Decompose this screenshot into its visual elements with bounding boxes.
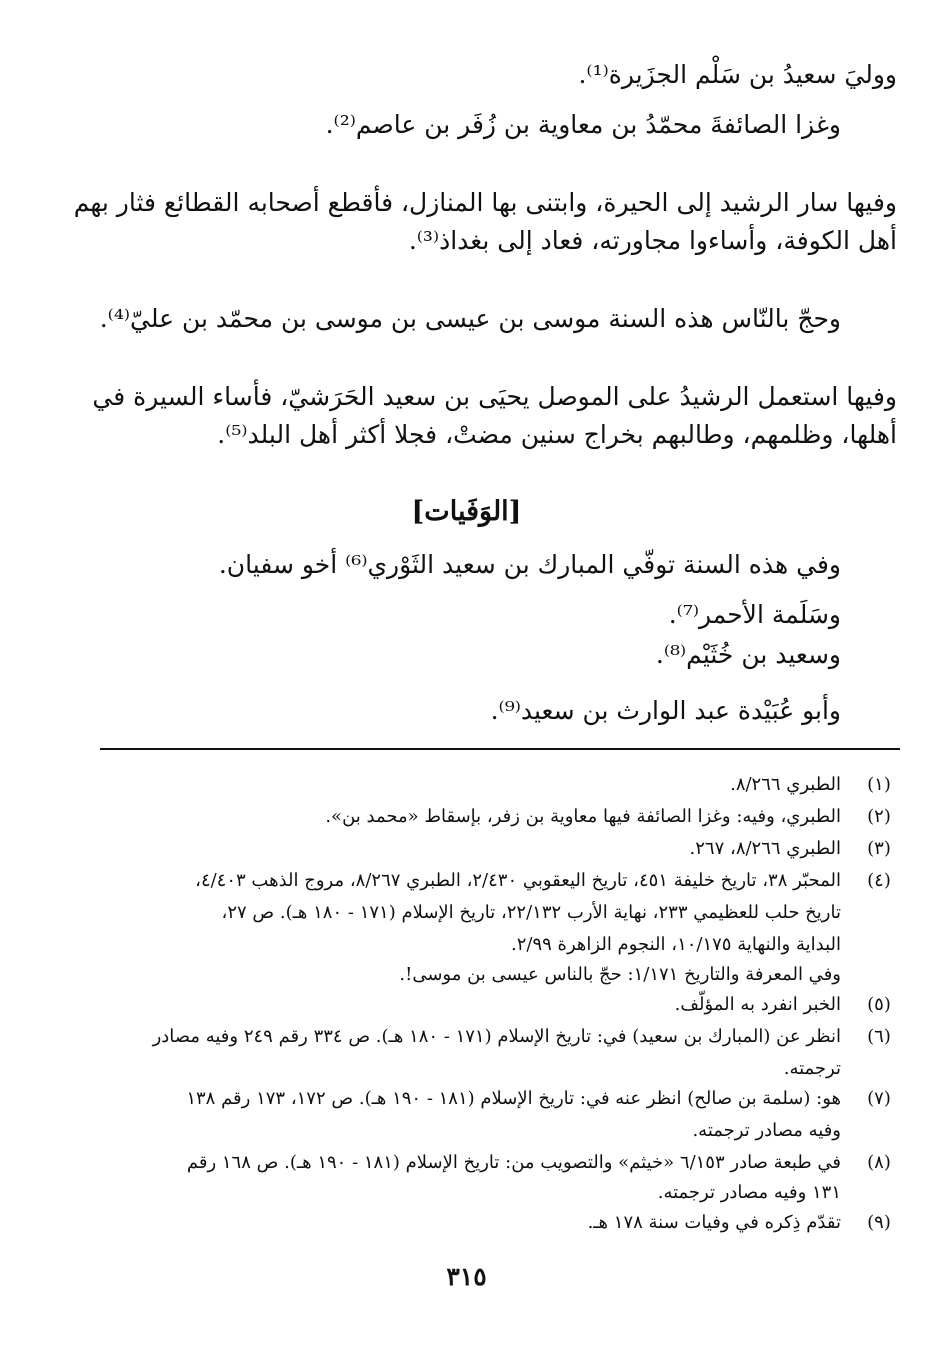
body-line: وفيها سار الرشيد إلى الحيرة، وابتنى بها المنازل، فأقطع أصحابه القطائع فثار بهم: [73, 188, 897, 217]
footnote-text: في طبعة صادر ٦/١٥٣ «خيثم» والتصويب من: تاريخ الإسلام (١٨١ - ١٩٠ هـ). ص ١٦٨ رقم: [186, 1152, 841, 1173]
footnote-text: الطبري ٨/٢٦٦، ٢٦٧.: [689, 838, 841, 859]
body-line: وسعيد بن خُثَيْم⁽⁸⁾.: [655, 640, 841, 669]
footnote-number: (٤): [867, 870, 891, 891]
footnote: [100, 866, 897, 895]
body-line: ووليَ سعيدُ بن سَلْم الجزَيرة⁽¹⁾.: [578, 60, 897, 89]
footnote-continuation: [100, 898, 897, 927]
footnote-continuation: [100, 1178, 897, 1207]
body-line: وغزا الصائفةَ محمّدُ بن معاوية بن زُفَر بن عاصم⁽²⁾.: [325, 110, 841, 139]
footnote-text: ١٣١ وفيه مصادر ترجمته.: [657, 1182, 841, 1203]
footnote-number: (٩): [867, 1212, 891, 1233]
body-line: وأبو عُبَيْدة عبد الوارث بن سعيد⁽⁹⁾.: [490, 696, 841, 725]
footnote: [100, 1148, 897, 1177]
footnote-text: وفيه مصادر ترجمته.: [692, 1120, 841, 1141]
footnote-text: تقدّم ذِكره في وفيات سنة ١٧٨ هـ.: [587, 1212, 841, 1233]
footnote: [100, 802, 897, 831]
footnote-text: الطبري ٨/٢٦٦.: [730, 774, 841, 795]
body-line: أهلها، وظلمهم، وطالبهم بخراج سنين مضتْ، فجلا أكثر أهل البلد⁽⁵⁾.: [217, 420, 897, 449]
footnote-continuation: [100, 1116, 897, 1145]
footnote-divider: [100, 748, 900, 750]
footnote: [100, 1022, 897, 1051]
footnote: [100, 990, 897, 1019]
footnote-text: وفي المعرفة والتاريخ ١/١٧١: حجّ بالناس عيسى بن موسى!.: [399, 964, 841, 985]
footnote: [100, 1208, 897, 1237]
footnote-number: (٦): [867, 1026, 891, 1047]
footnote-number: (٧): [867, 1088, 891, 1109]
footnote-number: (١): [867, 774, 891, 795]
footnote-text: هو: (سلمة بن صالح) انظر عنه في: تاريخ الإسلام (١٨١ - ١٩٠ هـ). ص ١٧٢، ١٧٣ رقم ١٣٨: [186, 1088, 841, 1109]
body-line: أهل الكوفة، وأساءوا مجاورته، فعاد إلى بغداذ⁽³⁾.: [408, 226, 897, 255]
footnote-text: البداية والنهاية ١٠/١٧٥، النجوم الزاهرة ٢/٩٩.: [511, 934, 841, 955]
footnote: [100, 834, 897, 863]
footnote-continuation: [100, 960, 897, 989]
footnote-continuation: [100, 930, 897, 959]
footnote-number: (٣): [867, 838, 891, 859]
body-line: وحجّ بالنّاس هذه السنة موسى بن عيسى بن موسى بن محمّد بن عليّ⁽⁴⁾.: [99, 304, 841, 333]
footnote: [100, 1084, 897, 1113]
section-heading: [الوَفَيات]: [411, 496, 522, 527]
page-number: ٣١٥: [446, 1262, 487, 1291]
footnote-text: الخبر انفرد به المؤلّف.: [674, 994, 841, 1015]
footnote-text: ترجمته.: [783, 1058, 841, 1079]
footnote-number: (٥): [867, 994, 891, 1015]
body-line: وسَلَمة الأحمر⁽⁷⁾.: [668, 600, 841, 629]
body-line: وفيها استعمل الرشيدُ على الموصل يحيَى بن سعيد الحَرَشيّ، فأساء السيرة في: [92, 382, 897, 411]
footnote-text: الطبري، وفيه: وغزا الصائفة فيها معاوية بن زفر، بإسقاط «محمد بن».: [325, 806, 841, 827]
footnote-text: انظر عن (المبارك بن سعيد) في: تاريخ الإسلام (١٧١ - ١٨٠ هـ). ص ٣٣٤ رقم ٢٤٩ وفيه مصادر: [152, 1026, 841, 1047]
body-line: وفي هذه السنة توفّي المبارك بن سعيد الثَوْري⁽⁶⁾ أخو سفيان.: [218, 550, 841, 579]
footnote: [100, 770, 897, 799]
footnote-continuation: [100, 1054, 897, 1083]
footnote-number: (٨): [867, 1152, 891, 1173]
footnote-number: (٢): [867, 806, 891, 827]
footnote-text: تاريخ حلب للعظيمي ٢٣٣، نهاية الأرب ٢٢/١٣٢، تاريخ الإسلام (١٧١ - ١٨٠ هـ). ص ٢٧،: [221, 902, 841, 923]
footnote-text: المحبّر ٣٨، تاريخ خليفة ٤٥١، تاريخ اليعقوبي ٢/٤٣٠، الطبري ٨/٢٦٧، مروج الذهب ٤/٤٠٣،: [195, 870, 841, 891]
